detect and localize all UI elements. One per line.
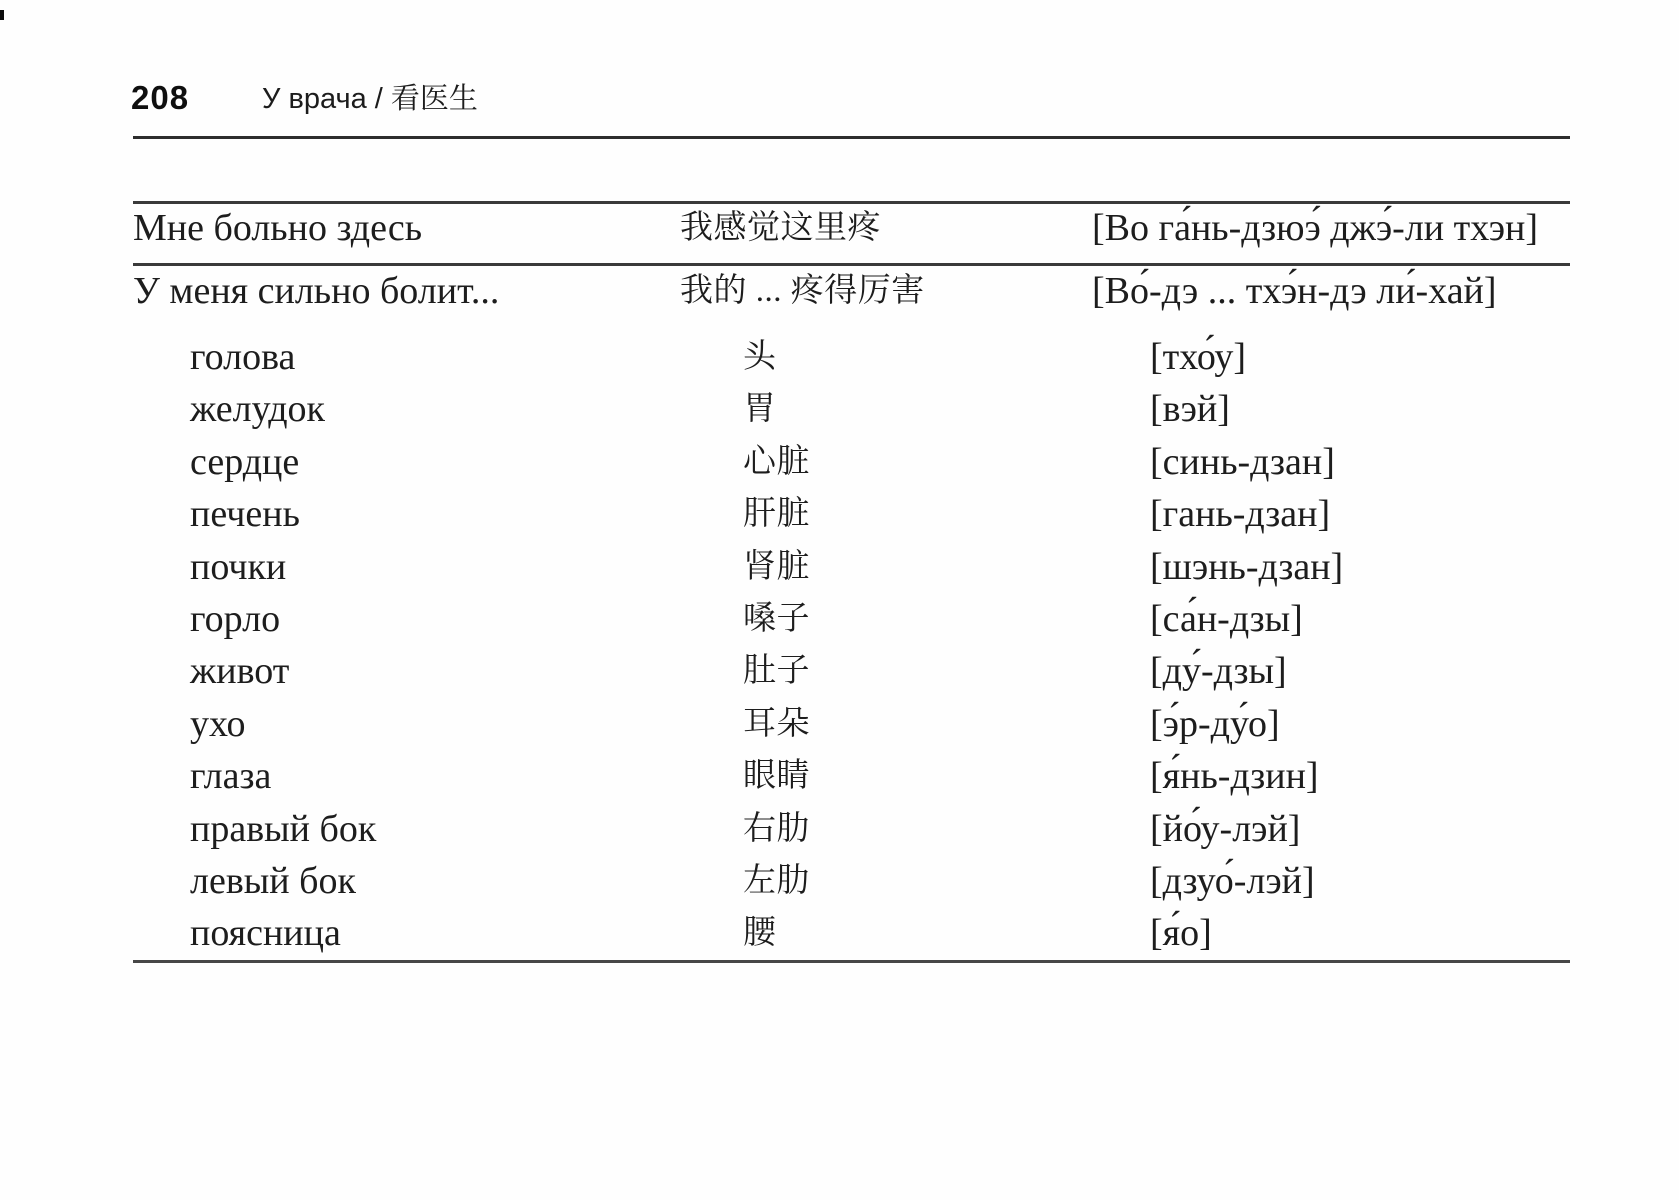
- transcription: [я́нь-дзин]: [1150, 755, 1319, 798]
- chinese-translation: 肝脏: [743, 496, 810, 533]
- chinese-translation: 胃: [743, 391, 777, 428]
- table-row: [133, 488, 1570, 540]
- transcription: [гань-дзан]: [1150, 493, 1331, 536]
- russian-phrase: горло: [190, 598, 281, 641]
- russian-phrase: живот: [190, 650, 290, 693]
- russian-phrase: печень: [190, 493, 300, 536]
- russian-phrase: поясница: [190, 912, 341, 955]
- transcription: [са́н-дзы]: [1150, 598, 1303, 641]
- table-row: [133, 645, 1570, 697]
- russian-phrase: Мне больно здесь: [133, 207, 423, 249]
- table-row: [133, 541, 1570, 593]
- transcription: [вэй]: [1150, 388, 1230, 431]
- table-row: [133, 750, 1570, 802]
- chinese-translation: 头: [743, 339, 777, 375]
- table-row: [133, 331, 1570, 383]
- scan-edge-artifact: [0, 10, 4, 20]
- phrase-table: [133, 201, 1570, 963]
- chinese-translation: 眼睛: [743, 758, 810, 795]
- table-row: [133, 436, 1570, 488]
- chinese-translation: 耳朵: [743, 705, 810, 742]
- table-row: [133, 204, 1570, 266]
- transcription: [Во га́нь-дзюэ́ джэ́-ли тхэн]: [1092, 207, 1539, 249]
- transcription: [Во́-дэ ... тхэ́н-дэ ли́-хай]: [1092, 270, 1497, 312]
- header-rule: [133, 136, 1570, 139]
- section-title: У врача / 看医生: [262, 83, 478, 115]
- table-row: [133, 383, 1570, 435]
- russian-phrase: желудок: [190, 388, 325, 431]
- chinese-translation: 肚子: [743, 653, 810, 690]
- russian-phrase: сердце: [190, 440, 300, 483]
- russian-phrase: почки: [190, 545, 287, 588]
- russian-phrase: правый бок: [190, 807, 377, 850]
- transcription: [йо́у-лэй]: [1150, 807, 1301, 850]
- chinese-translation: 心脏: [743, 443, 810, 480]
- table-row: [133, 855, 1570, 907]
- table-row: [133, 266, 1570, 331]
- chinese-translation: 腰: [743, 915, 777, 952]
- russian-phrase: У меня сильно болит...: [133, 270, 500, 312]
- transcription: [тхо́у]: [1150, 336, 1247, 378]
- table-row: [133, 698, 1570, 750]
- table-row: [133, 803, 1570, 855]
- transcription: [я́о]: [1150, 912, 1212, 955]
- russian-phrase: глаза: [190, 755, 272, 798]
- transcription: [шэнь-дзан]: [1150, 545, 1344, 588]
- transcription: [э́р-ду́о]: [1150, 702, 1280, 745]
- chinese-translation: 右肋: [743, 810, 810, 847]
- transcription: [синь-дзан]: [1150, 440, 1335, 483]
- russian-phrase: голова: [190, 336, 296, 378]
- chinese-translation: 我感觉这里疼: [680, 210, 881, 246]
- page-number: 208: [131, 79, 190, 116]
- chinese-translation: 左肋: [743, 863, 810, 900]
- russian-phrase: левый бок: [190, 860, 356, 903]
- chinese-translation: 我的 ... 疼得厉害: [680, 273, 925, 309]
- transcription: [ду́-дзы]: [1150, 650, 1287, 693]
- russian-phrase: ухо: [190, 702, 246, 745]
- chinese-translation: 肾脏: [743, 548, 810, 585]
- chinese-translation: 嗓子: [743, 601, 810, 638]
- table-row: [133, 593, 1570, 645]
- table-row: [133, 907, 1570, 959]
- transcription: [дзуо́-лэй]: [1150, 860, 1315, 903]
